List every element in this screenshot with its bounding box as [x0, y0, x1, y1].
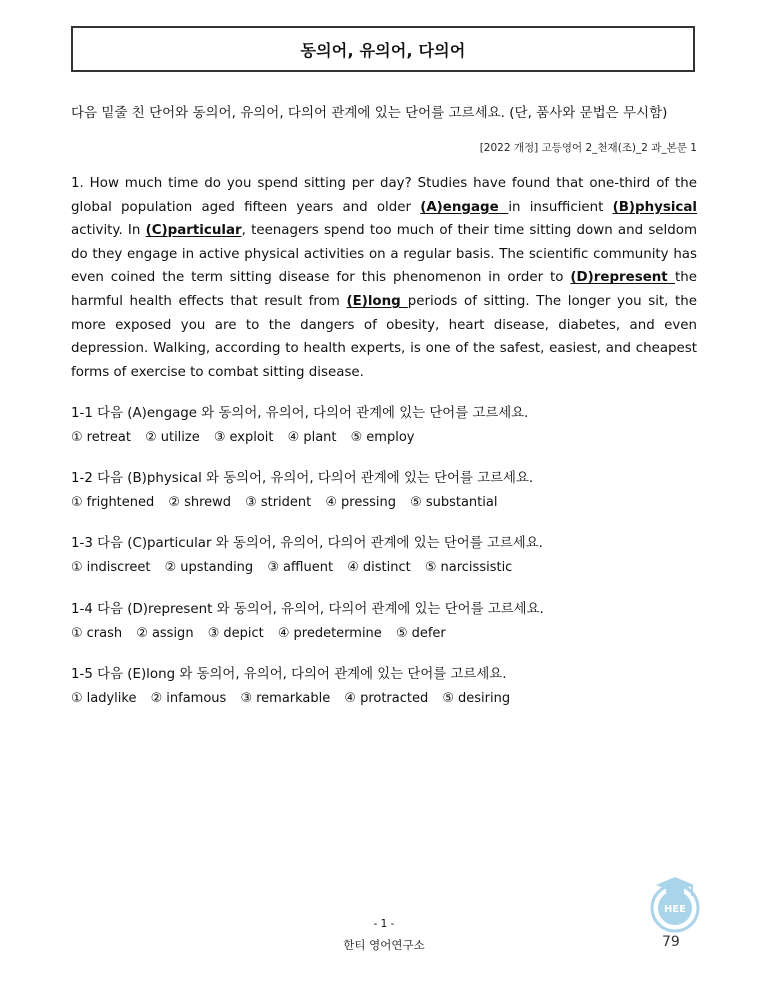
passage-text: , teenagers spend too much of their time sitting down and seldom do they engage in active physical activities on a regular basis. The scientific community has even coined the term sitting disease for this phenomenon in order to: [71, 223, 697, 286]
source-reference: [2022 개정] 고등영어 2_천재(조)_2 과_본문 1: [479, 142, 697, 154]
question-stem: 1-1 다음 (A)engage 와 동의어, 유의어, 다의어 관계에 있는 단어를 고르세요.: [71, 406, 529, 421]
option-5[interactable]: ⑤ desiring: [442, 691, 511, 706]
question-1-2: [71, 467, 697, 510]
option-1[interactable]: ① retreat: [71, 430, 131, 445]
option-1[interactable]: ① frightened: [71, 495, 155, 510]
question-1-3: [71, 532, 697, 575]
option-3[interactable]: ③ exploit: [213, 430, 274, 445]
passage-text: periods of sitting. The longer you sit, the more exposed you are to the dangers of obesity, heart disease, diabetes, and even depression. Walking, according to health experts, is one of the safest, easiest, and cheapest forms of exercise to combat sitting disease.: [71, 293, 697, 380]
option-5[interactable]: ⑤ defer: [395, 626, 446, 641]
option-3[interactable]: ③ strident: [245, 495, 312, 510]
option-2[interactable]: ② infamous: [150, 691, 227, 706]
option-5[interactable]: ⑤ narcissistic: [424, 560, 513, 575]
option-4[interactable]: ④ distinct: [347, 560, 411, 575]
option-1[interactable]: ① indiscreet: [71, 560, 151, 575]
option-1[interactable]: ① ladylike: [71, 691, 137, 706]
question-1-1: [71, 402, 697, 445]
question-stem: 1-3 다음 (C)particular 와 동의어, 유의어, 다의어 관계에 있는 단어를 고르세요.: [71, 536, 543, 551]
underlined-word-d: (D)represent: [570, 270, 676, 286]
option-3[interactable]: ③ affluent: [267, 560, 334, 575]
option-1[interactable]: ① crash: [71, 626, 123, 641]
option-4[interactable]: ④ plant: [287, 430, 337, 445]
page-title: 동의어, 유의어, 다의어: [300, 40, 466, 60]
option-2[interactable]: ② upstanding: [164, 560, 254, 575]
footer-lab-name: 한티 영어연구소: [343, 938, 425, 952]
option-2[interactable]: ② assign: [136, 626, 194, 641]
question-stem: 1-2 다음 (B)physical 와 동의어, 유의어, 다의어 관계에 있는 단어를 고르세요.: [71, 471, 534, 486]
question-stem: 1-4 다음 (D)represent 와 동의어, 유의어, 다의어 관계에 있는 단어를 고르세요.: [71, 602, 544, 617]
page-number: 79: [662, 934, 680, 950]
underlined-word-a: (A)engage: [420, 199, 509, 215]
question-1-5: [71, 663, 697, 706]
question-stem: 1-5 다음 (E)long 와 동의어, 유의어, 다의어 관계에 있는 단어를 고르세요.: [71, 667, 507, 682]
passage-text: activity. In: [71, 223, 146, 239]
option-list: [71, 560, 697, 575]
passage-text: the harmful health effects that result from: [71, 270, 698, 309]
option-2[interactable]: ② utilize: [145, 430, 200, 445]
passage: [71, 172, 697, 384]
option-3[interactable]: ③ depict: [207, 626, 264, 641]
option-list: [71, 691, 697, 706]
logo-text: HEE: [663, 904, 687, 915]
option-list: [71, 430, 697, 445]
option-2[interactable]: ② shrewd: [168, 495, 232, 510]
option-4[interactable]: ④ predetermine: [277, 626, 382, 641]
passage-text: in insufficient: [508, 199, 613, 215]
question-1-4: [71, 598, 697, 641]
page-marker: - 1 -: [373, 918, 395, 930]
title-box: [71, 26, 695, 72]
option-5[interactable]: ⑤ employ: [350, 430, 415, 445]
option-5[interactable]: ⑤ substantial: [410, 495, 498, 510]
option-list: [71, 495, 697, 510]
option-4[interactable]: ④ protracted: [344, 691, 429, 706]
option-3[interactable]: ③ remarkable: [240, 691, 331, 706]
underlined-word-e: (E)long: [346, 293, 408, 309]
instruction: 다음 밑줄 친 단어와 동의어, 유의어, 다의어 관계에 있는 단어를 고르세요. (단, 품사와 문법은 무시함): [71, 105, 668, 121]
passage-text: 1. How much time do you spend sitting per day? Studies have found that one-third of the global population aged fifteen years and older: [71, 176, 697, 215]
option-4[interactable]: ④ pressing: [325, 495, 397, 510]
underlined-word-b: (B)physical: [612, 199, 697, 215]
option-list: [71, 626, 697, 641]
underlined-word-c: (C)particular: [145, 223, 242, 239]
